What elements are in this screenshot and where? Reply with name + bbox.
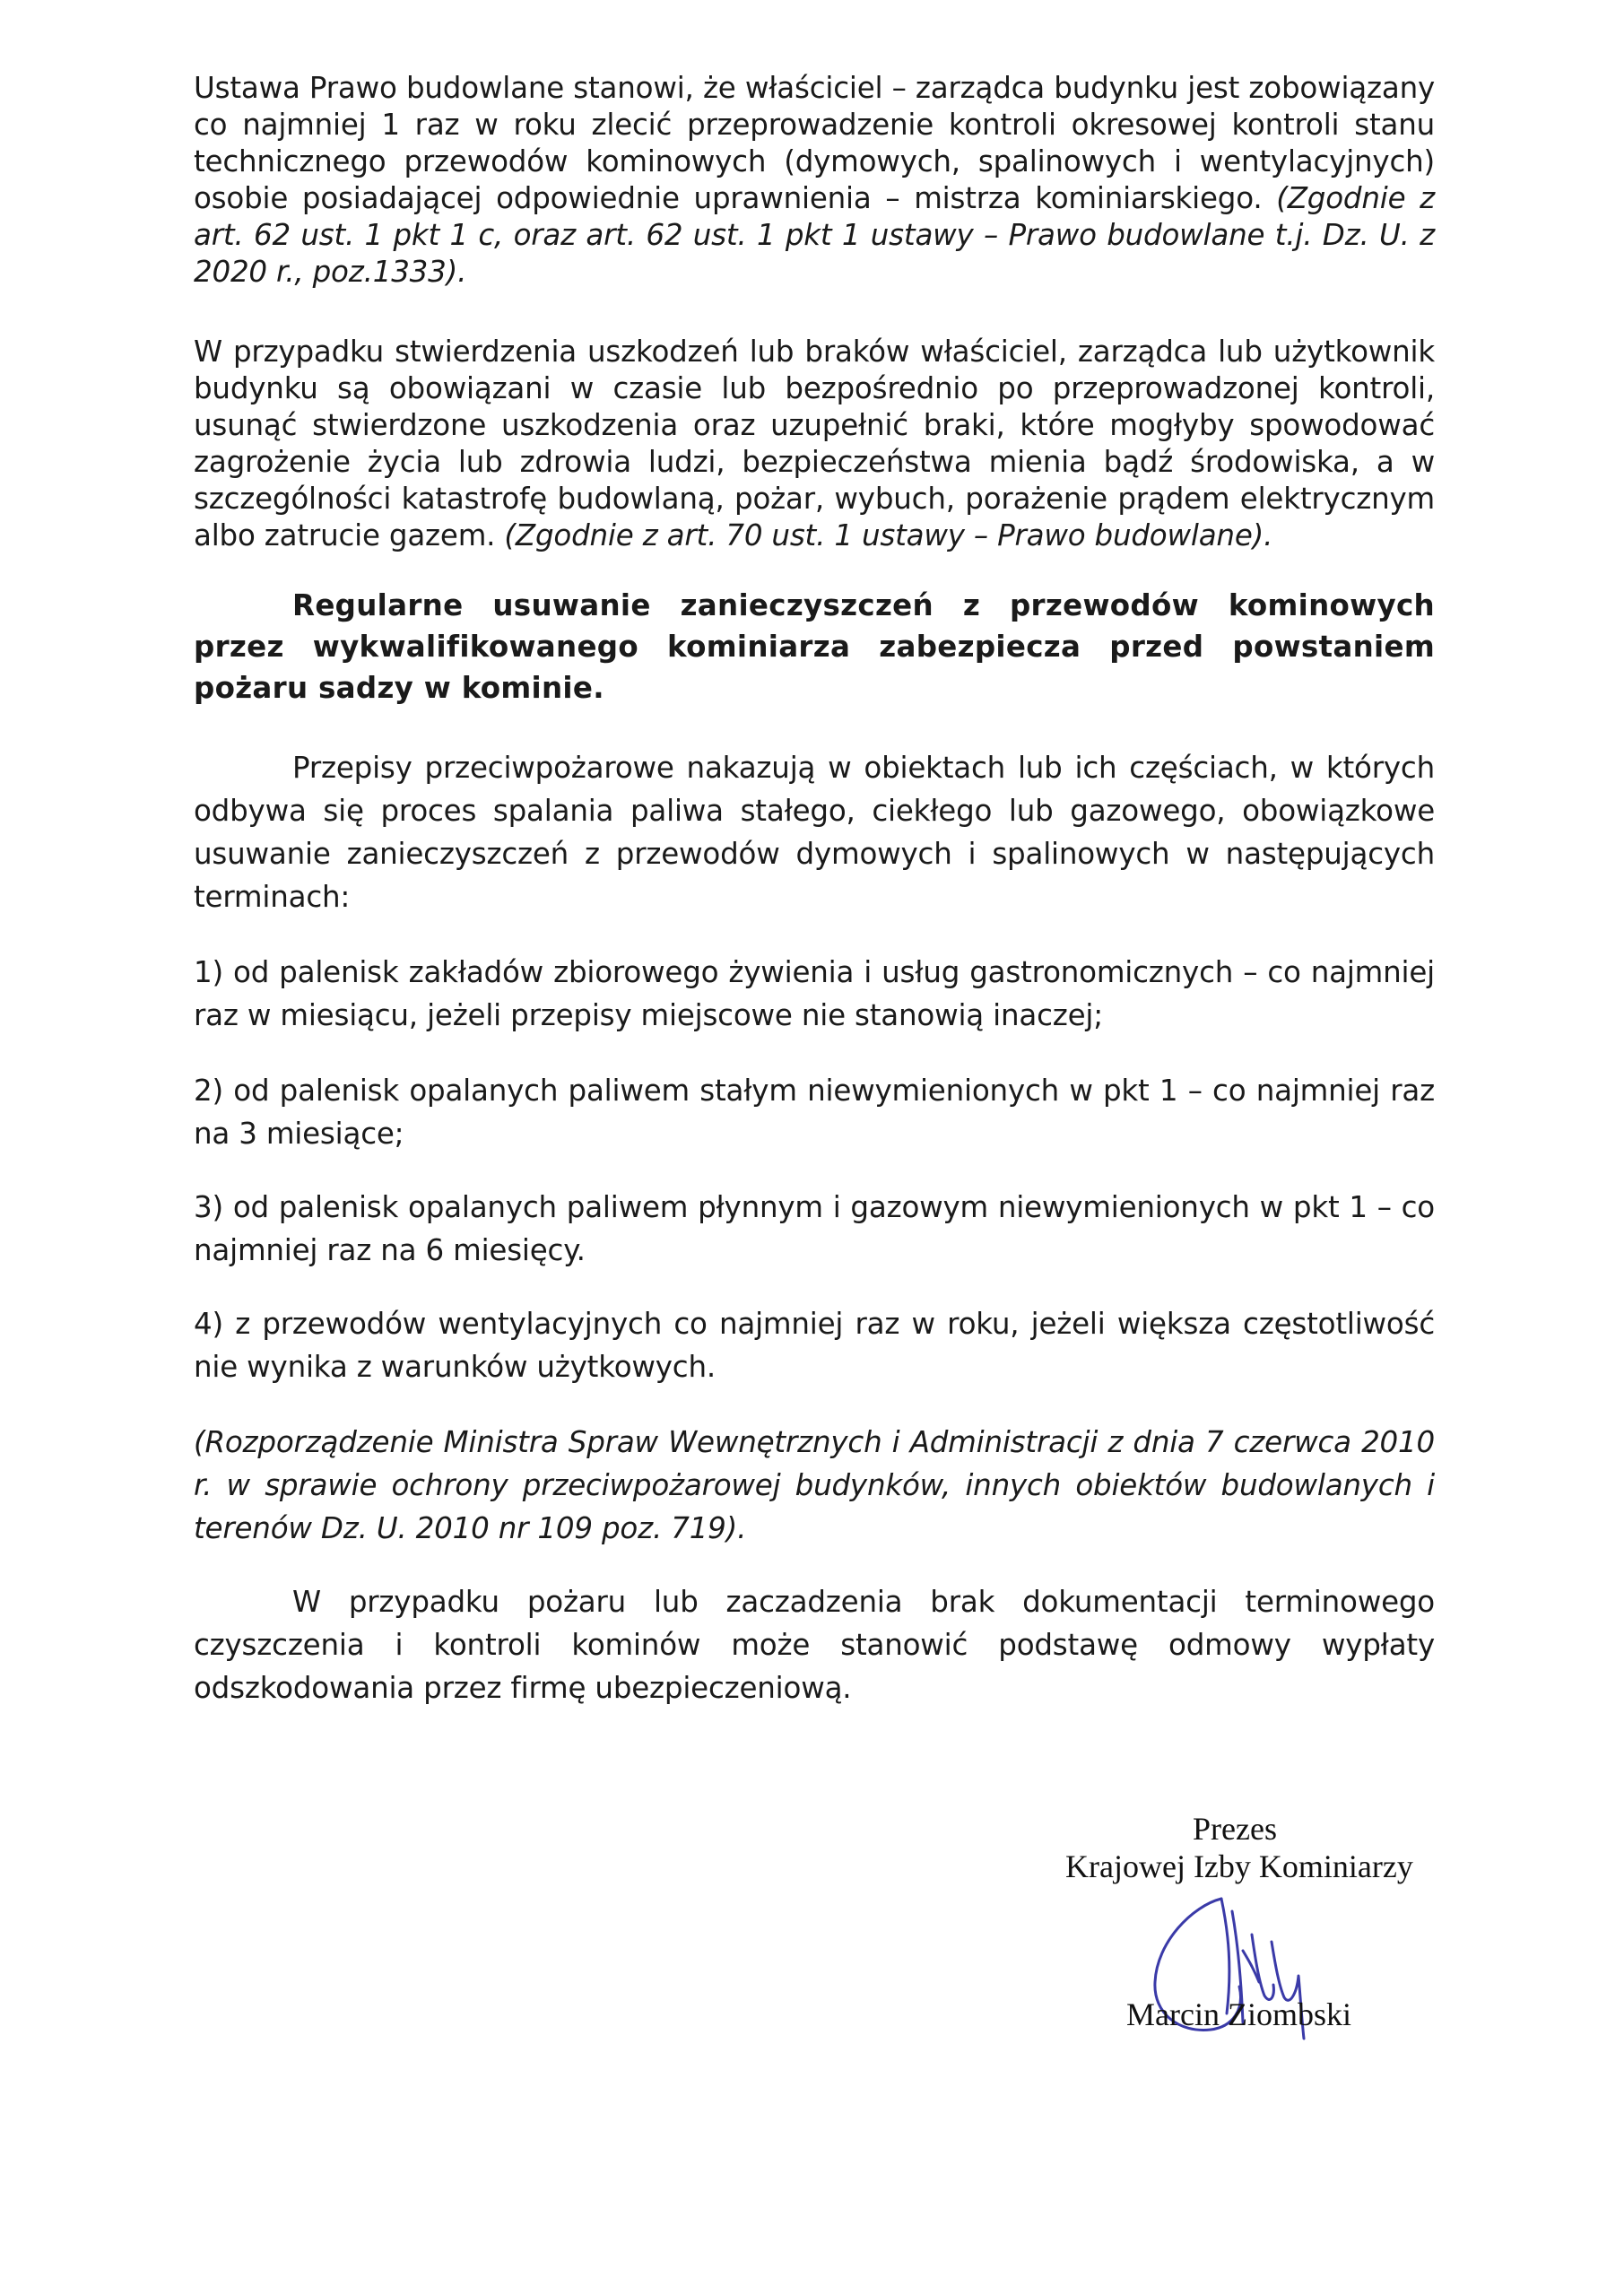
- list-item-1: 1) od palenisk zakładów zbiorowego żywienia i usług gastronomicznych – co najmniej raz w miesiącu, jeżeli przepisy miejscowe nie stanowią inaczej;: [194, 955, 1435, 1032]
- legal-reference: (Zgodnie z art. 70 ust. 1 ustawy – Prawo budowlane).: [504, 518, 1273, 552]
- paragraph-building-law: [194, 70, 1435, 291]
- paragraph-bold-statement: Regularne usuwanie zanieczyszczeń z przewodów kominowych przez wykwalifikowanego kominiarza zabezpiecza przed powstaniem pożaru sadzy w kominie.: [194, 588, 1435, 705]
- legal-reference: (Zgodnie z art. 62 ust. 1 pkt 1 c, oraz art. 62 ust. 1 pkt 1 ustawy – Prawo budowlane t.j. Dz. U. z 2020 r., poz.1333).: [194, 181, 1435, 289]
- signature-organization: Krajowej Izby Kominiarzy: [1065, 1848, 1413, 1884]
- paragraph-text: W przypadku stwierdzenia uszkodzeń lub braków właściciel, zarządca lub użytkownik budynku są obowiązani w czasie lub bezpośrednio po przeprowadzonej kontroli, usunąć stwierdzone uszkodzenia oraz uzupełnić braki, które mogłyby spowodować zagrożenie życia lub zdrowia ludzi, bezpieczeństwa mienia bądź środowiska, a w szczególności katastrofę budowlaną, pożar, wybuch, porażenie prądem elektrycznym albo zatrucie gazem.: [194, 335, 1435, 552]
- paragraph-fire-regulations: Przepisy przeciwpożarowe nakazują w obiektach lub ich częściach, w których odbywa się proces spalania paliwa stałego, ciekłego lub gazowego, obowiązkowe usuwanie zanieczyszczeń z przewodów dymowych i spalinowych w następujących terminach:: [194, 751, 1435, 914]
- regulation-reference: (Rozporządzenie Ministra Spraw Wewnętrznych i Administracji z dnia 7 czerwca 2010 r. w sprawie ochrony przeciwpożarowej budynków, innych obiektów budowlanych i terenów Dz. U. 2010 nr 109 poz. 719).: [194, 1425, 1435, 1545]
- list-item-2: 2) od palenisk opalanych paliwem stałym niewymienionych w pkt 1 – co najmniej raz na 3 miesiące;: [194, 1074, 1435, 1151]
- list-item-3: 3) od palenisk opalanych paliwem płynnym i gazowym niewymienionych w pkt 1 – co najmniej raz na 6 miesięcy.: [194, 1190, 1435, 1267]
- signature-title: Prezes: [1193, 1811, 1277, 1847]
- paragraph-insurance: W przypadku pożaru lub zaczadzenia brak dokumentacji terminowego czyszczenia i kontroli kominów może stanowić podstawę odmowy wypłaty odszkodowania przez firmę ubezpieczeniową.: [194, 1585, 1435, 1705]
- paragraph-text: Ustawa Prawo budowlane stanowi, że właściciel – zarządca budynku jest zobowiązany co najmniej 1 raz w roku zlecić przeprowadzenie kontroli okresowej kontroli stanu technicznego przewodów kominowych (dymowych, spalinowych i wentylacyjnych) osobie posiadającej odpowiednie uprawnienia – mistrza kominiarskiego.: [194, 71, 1435, 215]
- list-item-4: 4) z przewodów wentylacyjnych co najmniej raz w roku, jeżeli większa częstotliwość nie wynika z warunków użytkowych.: [194, 1307, 1435, 1384]
- signature-name: Marcin Ziombski: [1126, 1996, 1351, 2032]
- paragraph-damage-obligations: [194, 334, 1435, 554]
